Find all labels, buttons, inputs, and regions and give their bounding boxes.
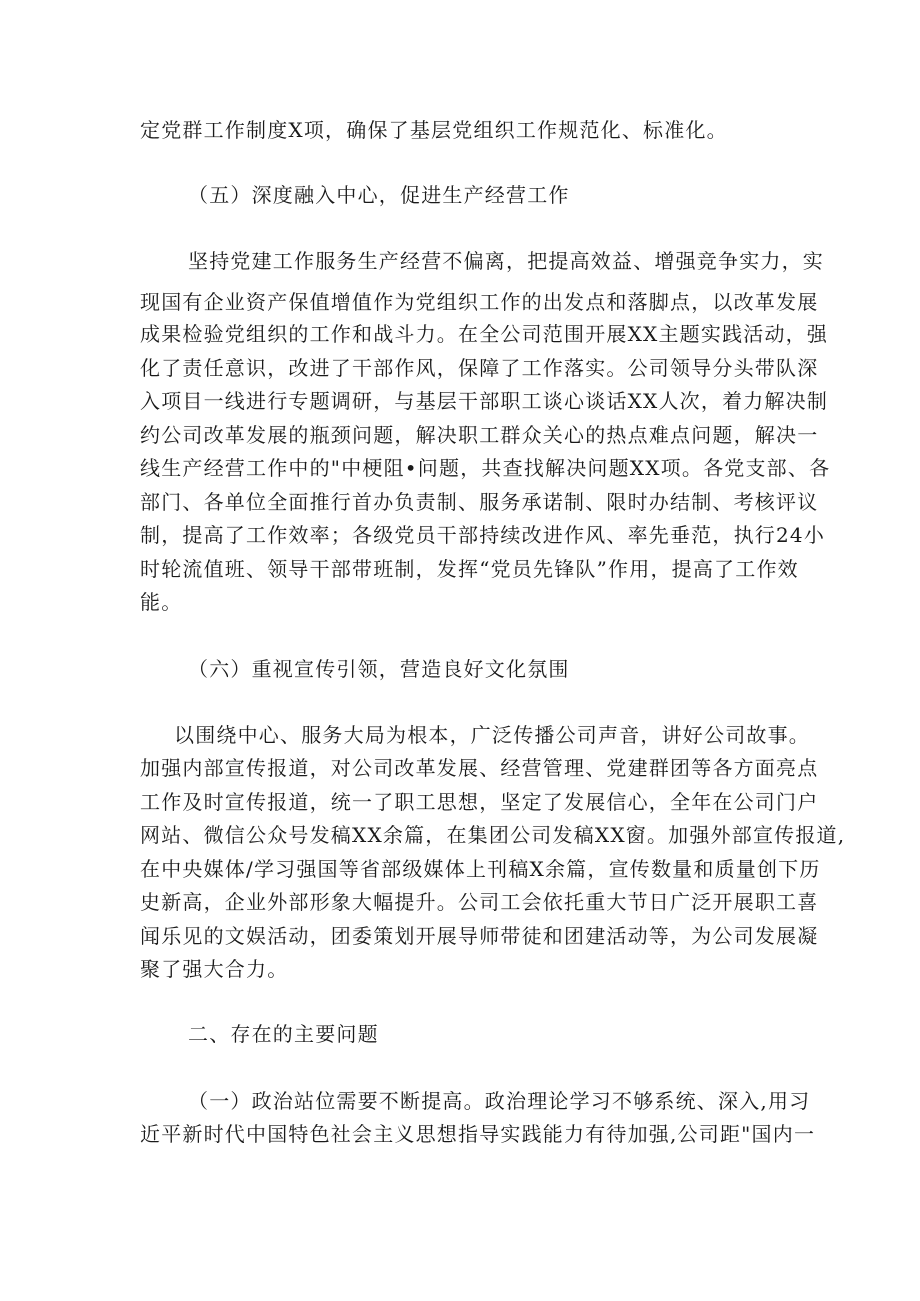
- section-6-heading: （六）重视宣传引领，营造良好文化氛围: [188, 657, 570, 681]
- paragraph-line: 坚持党建工作服务生产经营不偏离，把提高效益、增强竞争实力，实: [188, 249, 824, 273]
- continuation-line: 定党群工作制度X项，确保了基层党组织工作规范化、标准化。: [140, 118, 728, 142]
- paragraph-line: 闻乐见的文娱活动，团委策划开展导师带徒和团建活动等，为公司发展凝: [140, 924, 819, 948]
- paragraph-line: 成果检验党组织的工作和战斗力。在全公司范围开展XX主题实践活动，强: [140, 322, 829, 346]
- paragraph-line: 时轮流值班、领导干部带班制，发挥“党员先锋队”作用，提高了工作效: [140, 557, 799, 581]
- paragraph-line: 网站、微信公众号发稿XX余篇，在集团公司发稿XX窗。加强外部宣传报道,: [140, 823, 846, 847]
- paragraph-line: 线生产经营工作中的"中梗阻•问题，共查找解决问题XX项。各党支部、各: [140, 456, 831, 480]
- paragraph-line: 加强内部宣传报道，对公司改革发展、经营管理、党建群团等各方面亮点: [140, 756, 819, 780]
- paragraph-line: 制，提高了工作效率；各级党员干部持续改进作风、率先垂范，执行24小: [140, 523, 826, 547]
- part-2-heading: 二、存在的主要问题: [188, 1022, 379, 1046]
- paragraph-line: 现国有企业资产保值增值作为党组织工作的出发点和落脚点，以改革发展: [140, 290, 819, 314]
- paragraph-line: 近平新时代中国特色社会主义思想指导实践能力有待加强,公司距"国内一: [140, 1122, 816, 1146]
- paragraph-line: 工作及时宣传报道，统一了职工思想，坚定了发展信心，全年在公司门户: [140, 790, 819, 814]
- paragraph-line: 在中央媒体/学习强国等省部级媒体上刊稿X余篇，宣传数量和质量创下历: [140, 857, 821, 881]
- paragraph-line: 化了责任意识，改进了干部作风，保障了工作落实。公司领导分头带队深: [140, 356, 819, 380]
- paragraph-line: 以围绕中心、服务大局为根本，广泛传播公司声音，讲好公司故事。: [174, 723, 810, 747]
- paragraph-line: 部门、各单位全面推行首办负责制、服务承诺制、限时办结制、考核评议: [140, 490, 819, 514]
- paragraph-line: 约公司改革发展的瓶颈问题，解决职工群众关心的热点难点问题，解决一: [140, 423, 819, 447]
- paragraph-line: 聚了强大合力。: [140, 957, 289, 981]
- section-5-heading: （五）深度融入中心，促进生产经营工作: [188, 183, 570, 207]
- paragraph-line: 入项目一线进行专题调研，与基层干部职工谈心谈话XX人次，着力解决制: [140, 389, 829, 413]
- paragraph-line: 史新高，企业外部形象大幅提升。公司工会依托重大节日广泛开展职工喜: [140, 890, 819, 914]
- paragraph-line: （一）政治站位需要不断提高。政治理论学习不够系统、深入,用习: [188, 1089, 811, 1113]
- paragraph-line: 能。: [140, 590, 183, 614]
